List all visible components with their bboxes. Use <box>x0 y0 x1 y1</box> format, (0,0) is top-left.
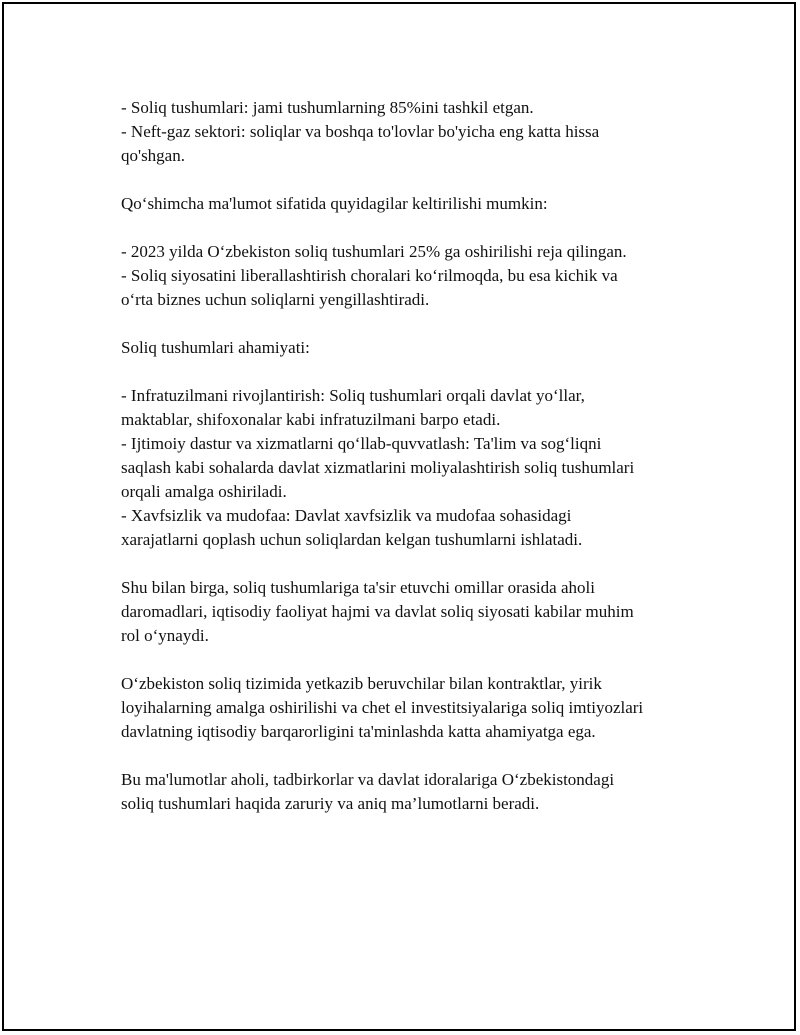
text-line: maktablar, shifoxonalar kabi infratuzilmani barpo etadi. <box>121 410 501 429</box>
text-line: - Soliq siyosatini liberallashtirish choralari ko‘rilmoqda, bu esa kichik va <box>121 266 618 285</box>
text-line: - 2023 yilda O‘zbekiston soliq tushumlari 25% ga oshirilishi reja qilingan. <box>121 242 627 261</box>
text-line: - Xavfsizlik va mudofaa: Davlat xavfsizlik va mudofaa sohasidagi <box>121 506 572 525</box>
text-line: Shu bilan birga, soliq tushumlariga ta'sir etuvchi omillar orasida aholi <box>121 578 595 597</box>
paragraph-conclusion <box>121 768 691 816</box>
text-line: Qo‘shimcha ma'lumot sifatida quyidagilar keltirilishi mumkin: <box>121 194 548 213</box>
text-line: Soliq tushumlari ahamiyati: <box>121 338 310 357</box>
text-line: orqali amalga oshiriladi. <box>121 482 287 501</box>
paragraph-importance-list <box>121 384 691 552</box>
document-page <box>2 2 796 1031</box>
text-line: - Ijtimoiy dastur va xizmatlarni qo‘llab-quvvatlash: Ta'lim va sog‘liqni <box>121 434 602 453</box>
text-line: loyihalarning amalga oshirilishi va chet el investitsiyalariga soliq imtiyozlari <box>121 698 644 717</box>
text-line: qo'shgan. <box>121 146 185 165</box>
paragraph-additional-info-list <box>121 240 691 312</box>
text-line: - Soliq tushumlari: jami tushumlarning 85%ini tashkil etgan. <box>121 98 534 117</box>
text-line: O‘zbekiston soliq tizimida yetkazib beruvchilar bilan kontraktlar, yirik <box>121 674 602 693</box>
text-line: Bu ma'lumotlar aholi, tadbirkorlar va davlat idoralariga O‘zbekistondagi <box>121 770 615 789</box>
document-body <box>121 96 691 816</box>
paragraph-tax-revenue-summary <box>121 96 691 168</box>
text-line: - Neft-gaz sektori: soliqlar va boshqa to'lovlar bo'yicha eng katta hissa <box>121 122 600 141</box>
paragraph-influencing-factors <box>121 576 691 648</box>
text-line: - Infratuzilmani rivojlantirish: Soliq tushumlari orqali davlat yo‘llar, <box>121 386 585 405</box>
text-line: rol o‘ynaydi. <box>121 626 209 645</box>
text-line: soliq tushumlari haqida zaruriy va aniq ma’lumotlarni beradi. <box>121 794 540 813</box>
text-line: o‘rta biznes uchun soliqlarni yengillashtiradi. <box>121 290 430 309</box>
text-line: daromadlari, iqtisodiy faoliyat hajmi va davlat soliq siyosati kabilar muhim <box>121 602 634 621</box>
paragraph-importance-heading <box>121 336 691 360</box>
paragraph-tax-system <box>121 672 691 744</box>
paragraph-additional-info-intro <box>121 192 691 216</box>
text-line: saqlash kabi sohalarda davlat xizmatlarini moliyalashtirish soliq tushumlari <box>121 458 635 477</box>
text-line: xarajatlarni qoplash uchun soliqlardan kelgan tushumlarni ishlatadi. <box>121 530 583 549</box>
text-line: davlatning iqtisodiy barqarorligini ta'minlashda katta ahamiyatga ega. <box>121 722 596 741</box>
